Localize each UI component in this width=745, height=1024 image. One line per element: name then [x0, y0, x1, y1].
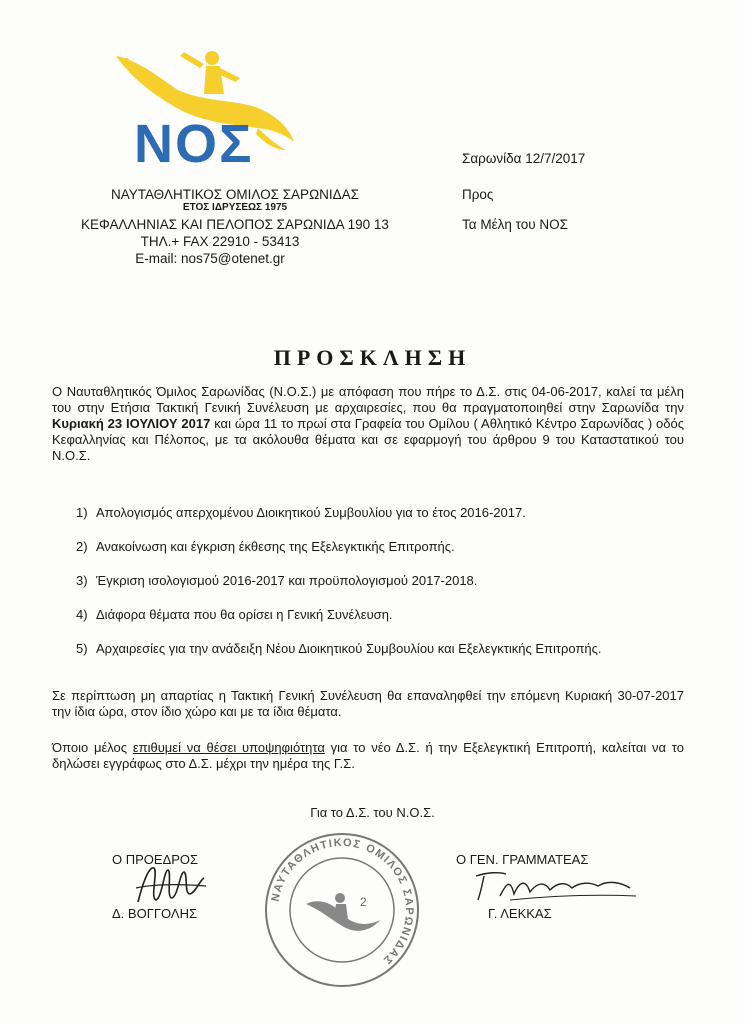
org-established: ΕΤΟΣ ΙΔΡΥΣΕΩΣ 1975	[182, 202, 288, 213]
president-signature	[130, 858, 210, 910]
candidacy-paragraph	[52, 740, 684, 772]
intro-text-2: και ώρα 11 το πρωί στα Γραφεία του Ομίλου ( Αθλητικό Κέντρο Σαρωνίδας ) οδός Κεφαλληνίας και Πέλοπος, με τα ακόλουθα θέματα και σε εφαρμογή του άρθρου 9 του Καταστατικού του Ν.Ο.Σ.	[52, 416, 684, 463]
agenda-text: Απολογισμός απερχομένου Διοικητικού Συμβουλίου για το έτος 2016-2017.	[96, 505, 526, 520]
seal-number: 2	[360, 895, 367, 909]
quorum-paragraph: Σε περίπτωση μη απαρτίας η Τακτική Γενική Συνέλευση θα επαναληφθεί την επόμενη Κυριακή 30-07-2017 την ίδια ώρα, στον ίδιο χώρο και με τα ίδια θέματα.	[52, 688, 684, 719]
agenda-list	[76, 505, 636, 675]
org-name: ΝΑΥΤΑΘΛΗΤΙΚΟΣ ΟΜΙΛΟΣ ΣΑΡΩΝΙΔΑΣ	[110, 187, 360, 202]
agenda-text: Διάφορα θέματα που θα ορίσει η Γενική Συνέλευση.	[96, 607, 393, 622]
to-label: Προς	[462, 187, 494, 202]
meeting-date: Κυριακή 23 ΙΟΥΛΙΟΥ 2017	[52, 416, 211, 431]
agenda-number: 2)	[76, 539, 88, 554]
agenda-item	[76, 505, 636, 521]
secretary-role: Ο ΓΕΝ. ΓΡΑΜΜΑΤΕΑΣ	[456, 852, 589, 867]
letter-date: Σαρωνίδα 12/7/2017	[462, 151, 586, 166]
candidacy-text-1: Όποιο μέλος	[52, 740, 133, 755]
official-seal	[262, 830, 422, 990]
secretary-name: Γ. ΛΕΚΚΑΣ	[488, 906, 552, 921]
agenda-number: 1)	[76, 505, 88, 520]
logo-text: ΝΟΣ	[134, 114, 254, 168]
president-role: Ο ΠΡΟΕΔΡΟΣ	[112, 852, 199, 867]
candidacy-text-2: για το νέο Δ.Σ. ή την Εξελεγκτική Επιτροπή, καλείται να το δηλώσει εγγράφως στο Δ.Σ. μέχρι την ημέρα της Γ.Σ.	[52, 740, 684, 771]
org-tel-fax: ΤΗΛ.+ FAX 22910 - 53413	[140, 234, 300, 249]
agenda-item	[76, 607, 636, 623]
agenda-text: Έγκριση ισολογισμού 2016-2017 και προϋπολογισμού 2017-2018.	[96, 573, 478, 588]
org-email: E-mail: nos75@otenet.gr	[135, 251, 285, 266]
agenda-item	[76, 641, 636, 657]
recipients: Τα Μέλη του ΝΟΣ	[462, 217, 568, 232]
intro-paragraph	[52, 384, 684, 464]
org-address: ΚΕΦΑΛΛΗΝΙΑΣ ΚΑΙ ΠΕΛΟΠΟΣ ΣΑΡΩΝΙΔΑ 190 13	[81, 217, 389, 232]
agenda-number: 4)	[76, 607, 88, 622]
president-name: Δ. ΒΟΓΓΟΛΗΣ	[112, 906, 197, 921]
seal-dolphin-icon	[306, 893, 380, 931]
secretary-signature	[470, 866, 640, 906]
closing-line: Για το Δ.Σ. του Ν.Ο.Σ.	[310, 805, 435, 820]
document-title: ΠΡΟΣΚΛΗΣΗ	[273, 345, 472, 370]
agenda-item	[76, 573, 636, 589]
agenda-number: 3)	[76, 573, 88, 588]
agenda-text: Ανακοίνωση και έγκριση έκθεσης της Εξελεγκτικής Επιτροπής.	[96, 539, 455, 554]
agenda-text: Αρχαιρεσίες για την ανάδειξη Νέου Διοικητικού Συμβουλίου και Εξελεγκτικής Επιτροπής.	[96, 641, 602, 656]
agenda-item	[76, 539, 636, 555]
seal-text-path: ΝΑΥΤΑΘΛΗΤΙΚΟΣ ΟΜΙΛΟΣ ΣΑΡΩΝΙΔΑΣ	[269, 836, 416, 967]
candidacy-underlined: επιθυμεί να θέσει υποψηφιότητα	[132, 740, 325, 755]
nos-logo	[108, 38, 298, 168]
agenda-number: 5)	[76, 641, 88, 656]
intro-text-1: Ο Ναυταθλητικός Όμιλος Σαρωνίδας (Ν.Ο.Σ.) με απόφαση που πήρε το Δ.Σ. στις 04-06-2017, καλεί τα μέλη του στην Ετήσια Τακτική Γενική Συνέλευση με αρχαιρεσίες, που θα πραγματοποιηθεί στην Σαρωνίδα την	[52, 384, 684, 415]
